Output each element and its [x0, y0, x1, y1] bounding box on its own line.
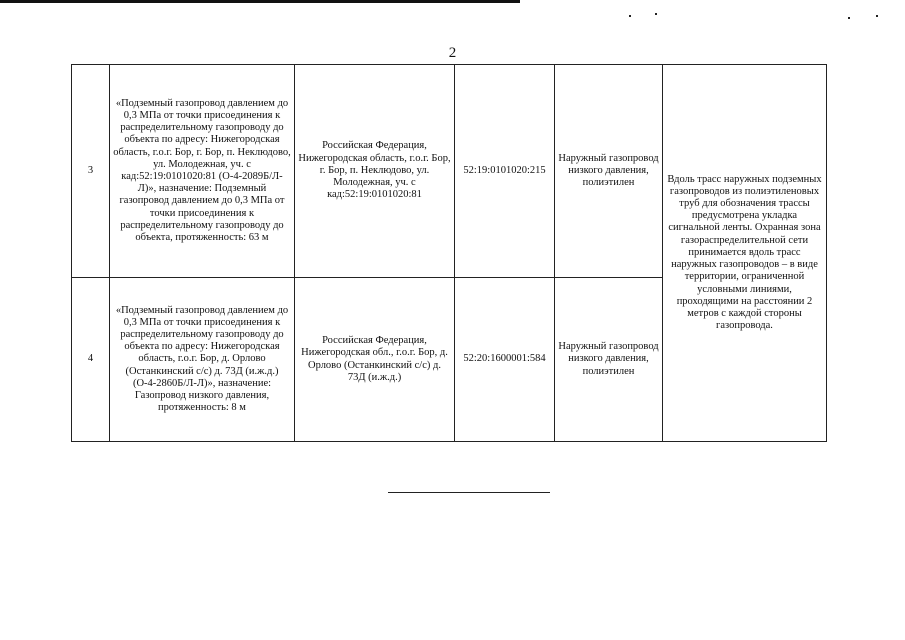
- scan-speck: [876, 15, 878, 17]
- table-row: [72, 65, 827, 278]
- pipeline-table: [71, 64, 827, 442]
- pipeline-type-cell: Наружный газопровод низкого давления, полиэтилен: [555, 65, 663, 278]
- object-name-cell: «Подземный газопровод давлением до 0,3 МПа от точки присоединения к распределительному газопроводу до объекта по адресу: Нижегородская область, г.о.г. Бор, д. Орлово (Останкинский с/с) д. 73Д (и.ж.д.) (О-4-2860Б/Л-Л)», назначение: Газопровод низкого давления, протяженность: 8 м: [110, 278, 295, 442]
- row-number: 3: [72, 65, 110, 278]
- row-number: 4: [72, 278, 110, 442]
- cadastral-number-cell: 52:19:0101020:215: [455, 65, 555, 278]
- page-number: 2: [448, 45, 457, 61]
- address-cell: Российская Федерация, Нижегородская область, г.о.г. Бор, г. Бор, п. Неклюдово, ул. Молодежная, уч. с кад:52:19:0101020:81: [295, 65, 455, 278]
- end-of-document-line: [388, 492, 550, 493]
- object-name-cell: «Подземный газопровод давлением до 0,3 МПа от точки присоединения к распределительному газопроводу до объекта по адресу: Нижегородская область, г.о.г. Бор, г. Бор, п. Неклюдово, ул. Молодежная, уч. с кад:52:19:0101020:81 (О-4-2089Б/Л-Л)», назначение: Подземный газопровод давлением до 0,3 МПа от точки присоединения к распределительному газопроводу до объекта, протяженность: 63 м: [110, 65, 295, 278]
- address-cell: Российская Федерация, Нижегородская обл., г.о.г. Бор, д. Орлово (Останкинский с/с) д. 73Д (и.ж.д.): [295, 278, 455, 442]
- top-border-rule: [0, 0, 520, 3]
- scan-speck: [848, 17, 850, 19]
- cadastral-number-cell: 52:20:1600001:584: [455, 278, 555, 442]
- scan-speck: [655, 13, 657, 15]
- scan-speck: [629, 15, 631, 17]
- protection-zone-cell: Вдоль трасс наружных подземных газопроводов из полиэтиленовых труб для обозначения трассы предусмотрена укладка сигнальной ленты. Охранная зона газораспределительной сети принимается вдоль трасс наружных газопроводов – в виде территории, ограниченной условными линиями, проходящими на расстоянии 2 метров с каждой стороны газопровода.: [663, 65, 827, 442]
- pipeline-type-cell: Наружный газопровод низкого давления, полиэтилен: [555, 278, 663, 442]
